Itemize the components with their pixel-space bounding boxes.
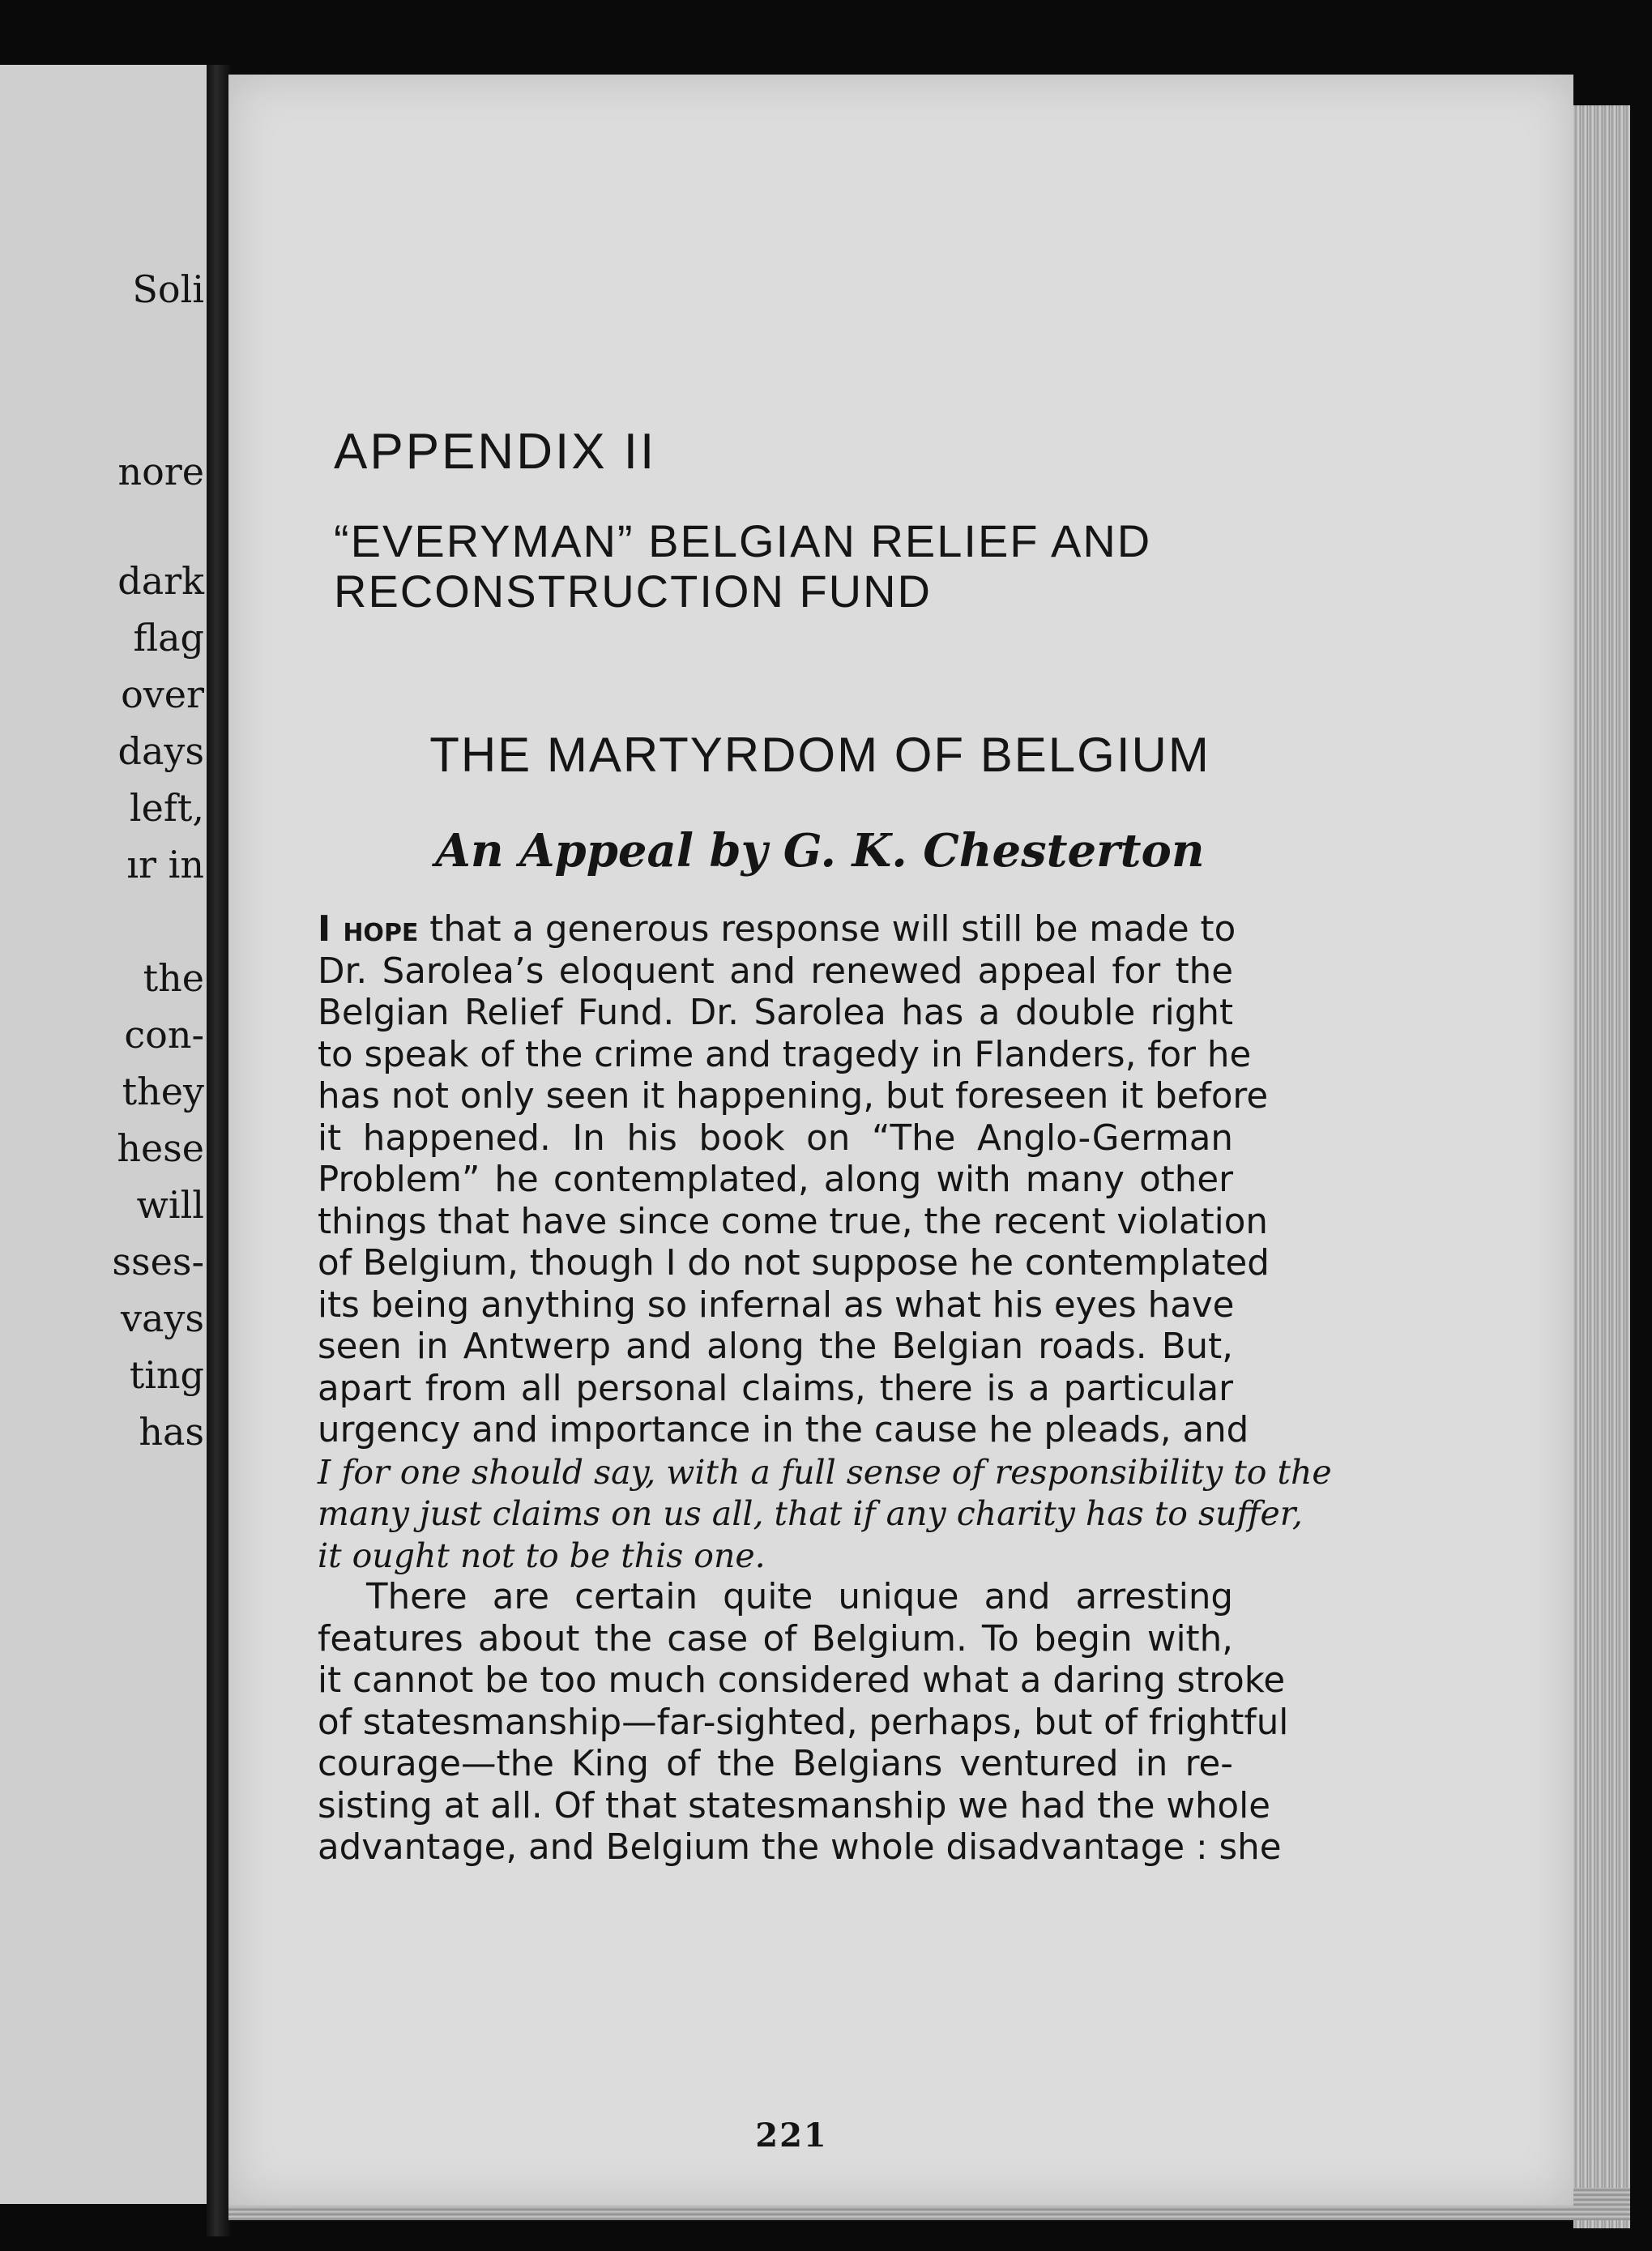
fund-heading-line: RECONSTRUCTION FUND <box>334 566 932 617</box>
book-gutter <box>207 65 231 2236</box>
previous-page-word: vays <box>120 1296 204 1340</box>
previous-page-word: Soli <box>132 267 204 311</box>
body-text <box>318 909 1332 1869</box>
previous-page-word: the <box>143 956 204 1000</box>
text-line: urgency and importance in the cause he pleads, and <box>318 1410 1249 1450</box>
text-line <box>318 909 1236 951</box>
section-title: THE MARTYRDOM OF BELGIUM <box>429 728 1210 782</box>
text-line: Belgian Relief Fund. Dr. Sarolea has a double right <box>318 993 1233 1033</box>
previous-page-word: days <box>117 729 204 773</box>
text-line: features about the case of Belgium. To begin with, <box>318 1618 1233 1659</box>
text-line: things that have since come true, the recent violation <box>318 1201 1268 1242</box>
lead-smallcaps: I hope <box>318 909 419 950</box>
page-edges-right <box>1573 105 1630 2228</box>
text-line: to speak of the crime and tragedy in Flanders, for he <box>318 1034 1252 1075</box>
previous-page-word: con- <box>124 1013 204 1057</box>
previous-page-word: dark <box>117 559 204 603</box>
text-line: has not only seen it happening, but foreseen it before <box>318 1076 1269 1117</box>
text-line: seen in Antwerp and along the Belgian roads. But, <box>318 1326 1233 1367</box>
italic-line: many just claims on us all, that if any charity has to suffer, <box>318 1494 1303 1533</box>
previous-page-word: left, <box>129 786 204 830</box>
fund-heading <box>334 516 1306 617</box>
text-line: of Belgium, though I do not suppose he contemplated <box>318 1243 1270 1284</box>
previous-page-word: hese <box>117 1126 204 1170</box>
text-line: it cannot be too much considered what a daring stroke <box>318 1660 1286 1701</box>
previous-page-word: will <box>136 1183 204 1227</box>
text-line: of statesmanship—far-sighted, perhaps, but of frightful <box>318 1702 1289 1743</box>
text-line: courage—the King of the Belgians ventured in re- <box>318 1744 1233 1784</box>
previous-page-fragment <box>0 65 212 2204</box>
previous-page-word: has <box>139 1410 204 1454</box>
previous-page-word: ting <box>129 1353 204 1397</box>
book-page <box>228 75 1573 2206</box>
previous-page-word: ır in <box>126 843 204 886</box>
appendix-heading: APPENDIX II <box>334 424 657 480</box>
text-line: Problem” he contemplated, along with many other <box>318 1160 1233 1200</box>
text-line: Dr. Sarolea’s eloquent and renewed appeal for the <box>318 950 1233 992</box>
text-line: it happened. In his book on “The Anglo-German <box>318 1117 1233 1159</box>
previous-page-word: they <box>122 1070 204 1113</box>
previous-page-word: nore <box>117 450 204 493</box>
italic-line: it ought not to be this one. <box>318 1536 766 1575</box>
page-number: 221 <box>755 2116 828 2155</box>
text-line-rest: that a generous response will still be made to <box>429 909 1236 950</box>
text-line: sisting at all. Of that statesmanship we had the whole <box>318 1785 1271 1826</box>
text-line: apart from all personal claims, there is a particular <box>318 1368 1233 1409</box>
italic-line: I for one should say, with a full sense of responsibility to the <box>318 1452 1332 1492</box>
fund-heading-line: “EVERYMAN” BELGIAN RELIEF AND <box>334 515 1152 566</box>
text-line: There are certain quite unique and arresting <box>366 1577 1233 1617</box>
author-subtitle: An Appeal by G. K. Chesterton <box>435 824 1205 878</box>
text-line: its being anything so infernal as what his eyes have <box>318 1284 1235 1326</box>
previous-page-word: flag <box>133 616 204 660</box>
previous-page-word: over <box>121 673 204 716</box>
previous-page-word: sses- <box>112 1240 204 1284</box>
text-line: advantage, and Belgium the whole disadvantage : she <box>318 1827 1282 1868</box>
